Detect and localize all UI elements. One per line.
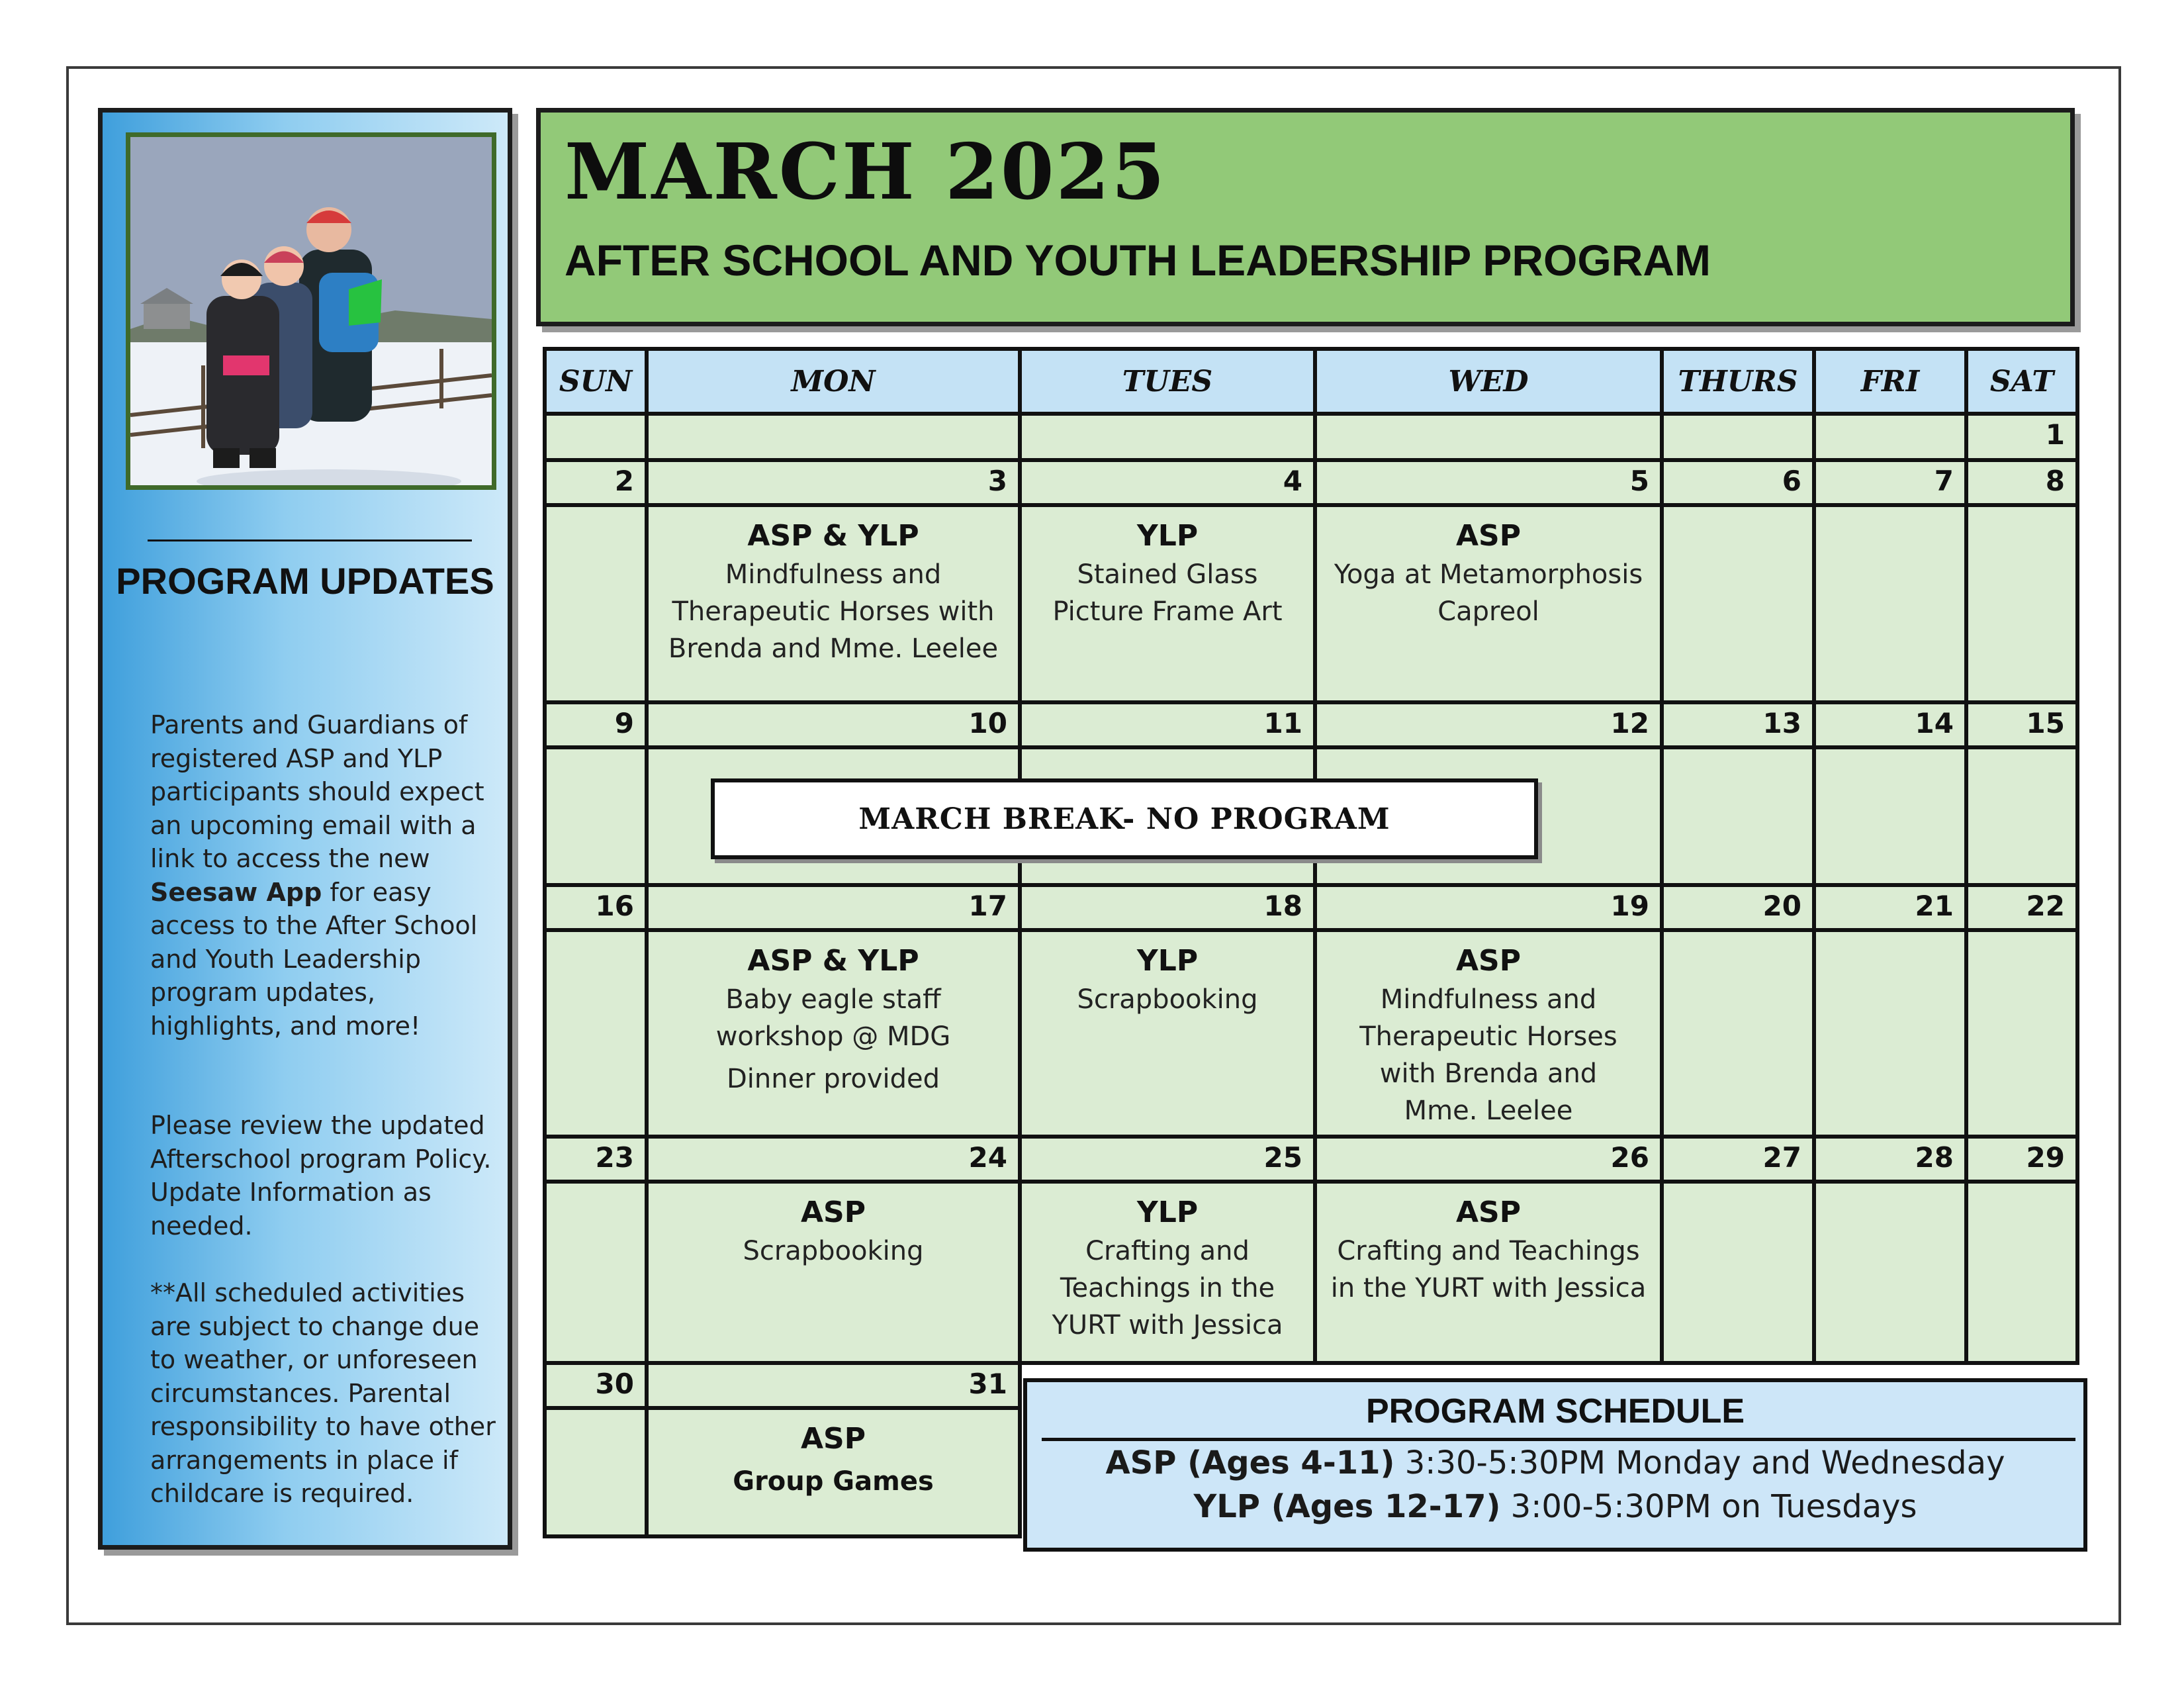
date-cell: 4	[1018, 458, 1317, 507]
event-cell-empty	[543, 1406, 649, 1538]
event-title: ASP	[1456, 1196, 1521, 1229]
photo-illustration	[130, 137, 492, 485]
date-cell: 25	[1018, 1135, 1317, 1184]
date-cell: 10	[645, 700, 1022, 749]
day-header-thurs: THURS	[1660, 347, 1816, 416]
date-cell: 13	[1660, 700, 1816, 749]
date-cell: 19	[1313, 883, 1664, 932]
event-cell-empty	[543, 503, 649, 704]
date-cell: 5	[1313, 458, 1664, 507]
event-title: YLP	[1136, 944, 1199, 978]
date-cell: 23	[543, 1135, 649, 1184]
date-cell: 22	[1964, 883, 2079, 932]
date-cell: 16	[543, 883, 649, 932]
date-cell	[645, 412, 1022, 462]
program-updates-title: PROGRAM UPDATES	[116, 560, 494, 602]
event-description: Crafting and Teachings in the YURT with Jessica	[1330, 1236, 1647, 1303]
day-header-sun: SUN	[543, 347, 649, 416]
event-cell-empty	[1812, 503, 1968, 704]
day-header-wed: WED	[1313, 347, 1664, 416]
event-cell-mar4	[1018, 503, 1317, 704]
date-cell: 2	[543, 458, 649, 507]
schedule-title: PROGRAM SCHEDULE	[1365, 1392, 1745, 1430]
date-cell: 11	[1018, 700, 1317, 749]
day-header-tues: TUES	[1018, 347, 1317, 416]
program-title: AFTER SCHOOL AND YOUTH LEADERSHIP PROGRAM	[565, 236, 1711, 285]
date-cell: 21	[1812, 883, 1968, 932]
event-cell-empty	[543, 745, 649, 887]
event-description: Group Games	[733, 1466, 934, 1497]
sidebar-divider	[148, 539, 472, 541]
program-updates-sidebar	[98, 108, 512, 1550]
date-cell: 14	[1812, 700, 1968, 749]
event-cell-mar3	[645, 503, 1022, 704]
march-break-banner: MARCH BREAK- NO PROGRAM	[711, 778, 1538, 859]
date-cell	[1018, 412, 1317, 462]
date-cell: 9	[543, 700, 649, 749]
date-cell: 6	[1660, 458, 1816, 507]
date-cell: 18	[1018, 883, 1317, 932]
update-seesaw-app: Parents and Guardians of registered ASP and YLP participants should expect an upcoming email with a link to access the new Seesaw App for easy access to the After School and Youth Leadership program updates, highlights, and more!	[150, 710, 484, 1041]
event-description: Yoga at Metamorphosis Capreol	[1334, 559, 1643, 627]
event-cell-mar31	[645, 1406, 1022, 1538]
children-snow-photo	[126, 132, 496, 490]
date-cell: 12	[1313, 700, 1664, 749]
date-cell: 8	[1964, 458, 2079, 507]
date-cell: 20	[1660, 883, 1816, 932]
day-header-sat: SAT	[1964, 347, 2079, 416]
update-policy-review: Please review the updated Afterschool program Policy. Update Information as needed.	[150, 1111, 492, 1241]
date-cell: 31	[645, 1361, 1022, 1410]
date-cell	[1812, 412, 1968, 462]
date-cell: 26	[1313, 1135, 1664, 1184]
date-cell: 24	[645, 1135, 1022, 1184]
calendar-header	[536, 108, 2075, 326]
event-title: YLP	[1136, 519, 1199, 553]
date-cell: 7	[1812, 458, 1968, 507]
schedule-asp-line: ASP (Ages 4-11) 3:30-5:30PM Monday and Wednesday	[1105, 1444, 2005, 1481]
event-title: YLP	[1136, 1196, 1199, 1229]
event-description: Scrapbooking	[743, 1236, 924, 1266]
event-cell-empty	[1964, 503, 2079, 704]
day-header-mon: MON	[645, 347, 1022, 416]
event-description: Crafting and Teachings in the YURT with Jessica	[1052, 1236, 1283, 1340]
event-cell-empty	[1964, 928, 2079, 1139]
event-cell-mar24	[645, 1180, 1022, 1365]
event-cell-empty	[1812, 745, 1968, 887]
event-cell-empty	[1660, 503, 1816, 704]
event-title: ASP	[801, 1422, 866, 1456]
day-header-fri: FRI	[1812, 347, 1968, 416]
event-cell-empty	[1964, 1180, 2079, 1365]
event-title: ASP	[1456, 519, 1521, 553]
event-cell-empty	[1660, 928, 1816, 1139]
event-title: ASP & YLP	[747, 944, 919, 978]
event-description: Scrapbooking	[1077, 984, 1258, 1015]
event-cell-empty	[543, 928, 649, 1139]
event-cell-empty	[1660, 1180, 1816, 1365]
date-cell	[1660, 412, 1816, 462]
date-cell: 1	[1964, 412, 2079, 462]
event-cell-mar17	[645, 928, 1022, 1139]
date-cell	[543, 412, 649, 462]
event-cell-mar18	[1018, 928, 1317, 1139]
event-cell-empty	[543, 1180, 649, 1365]
event-cell-empty	[1660, 745, 1816, 887]
event-cell-mar25	[1018, 1180, 1317, 1365]
update-disclaimer: **All scheduled activities are subject to change due to weather, or unforeseen circumstances. Parental responsibility to have other arrangements in place if childcare is required.	[150, 1278, 496, 1508]
date-cell: 28	[1812, 1135, 1968, 1184]
calendar-grid	[543, 347, 2079, 1545]
date-cell: 3	[645, 458, 1022, 507]
event-description: Baby eagle staff workshop @ MDG	[715, 984, 951, 1052]
date-cell: 30	[543, 1361, 649, 1410]
event-title: ASP	[801, 1196, 866, 1229]
event-cell-empty	[1812, 928, 1968, 1139]
event-title: ASP & YLP	[747, 519, 919, 553]
date-cell: 17	[645, 883, 1022, 932]
event-cell-mar26	[1313, 1180, 1664, 1365]
event-description: Stained Glass Picture Frame Art	[1052, 559, 1283, 627]
event-cell-empty	[1812, 1180, 1968, 1365]
month-title: MARCH 2025	[565, 127, 1167, 217]
date-cell: 29	[1964, 1135, 2079, 1184]
event-cell-mar5	[1313, 503, 1664, 704]
event-cell-empty	[1964, 745, 2079, 887]
event-description: Mindfulness and Therapeutic Horses with Brenda and Mme. Leelee	[1359, 984, 1617, 1126]
event-cell-mar19	[1313, 928, 1664, 1139]
date-cell: 27	[1660, 1135, 1816, 1184]
event-title: ASP	[1456, 944, 1521, 978]
schedule-divider	[1042, 1438, 2075, 1441]
date-cell	[1313, 412, 1664, 462]
program-schedule-box	[1023, 1378, 2087, 1552]
event-description: Mindfulness and Therapeutic Horses with Brenda and Mme. Leelee	[668, 559, 999, 664]
schedule-ylp-line: YLP (Ages 12-17) 3:00-5:30PM on Tuesdays	[1193, 1488, 1917, 1525]
event-note: Dinner provided	[727, 1064, 940, 1094]
date-cell: 15	[1964, 700, 2079, 749]
